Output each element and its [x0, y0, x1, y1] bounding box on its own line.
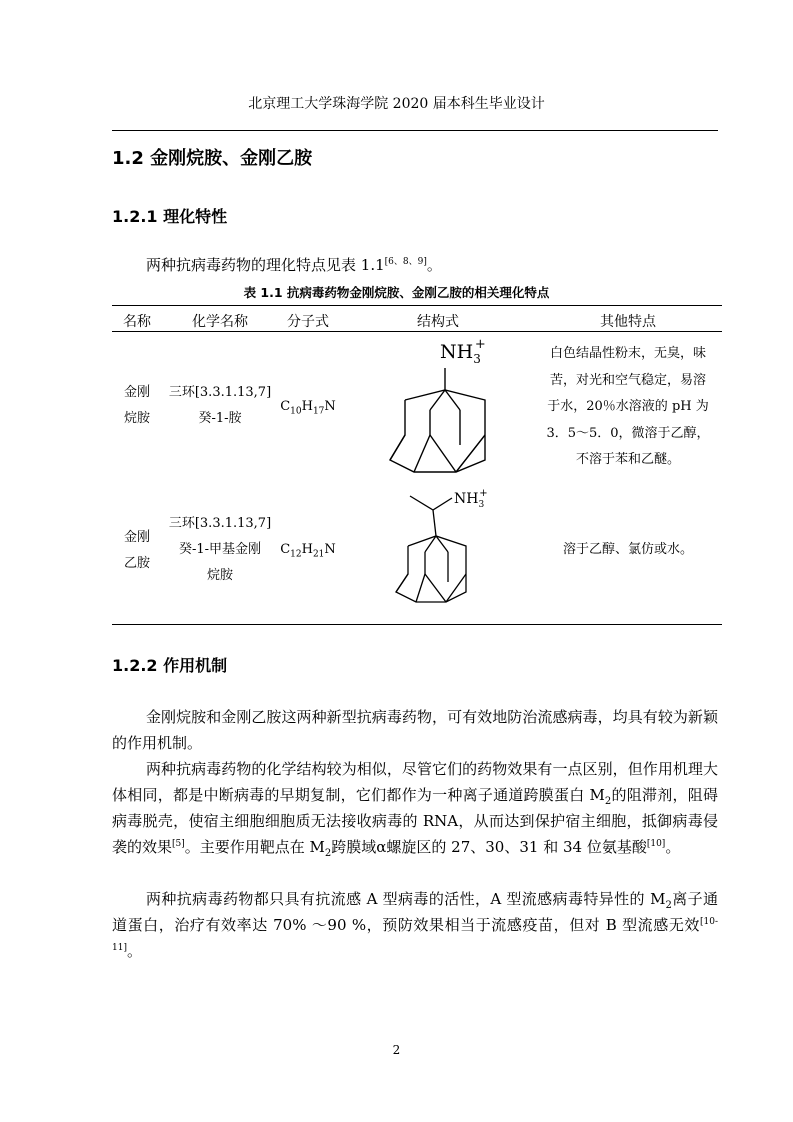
- paragraph-1: 金刚烷胺和金刚乙胺这两种新型抗病毒药物，可有效地防治流感病毒，均具有较为新颖的作用机制。: [112, 708, 718, 752]
- p3-text-c: 。: [126, 942, 142, 960]
- running-header: 北京理工大学珠海学院 2020 届本科生毕业设计: [248, 96, 545, 112]
- name-line: 乙胺: [123, 556, 150, 571]
- rimantadine-structure: [388, 484, 498, 608]
- table-top-rule: [112, 305, 722, 306]
- table-header-rule: [112, 331, 722, 332]
- chem-line: 烷胺: [206, 568, 233, 583]
- table-row-1-name: [108, 380, 166, 432]
- amantadine-structure: [378, 335, 498, 477]
- name-line: 烷胺: [123, 411, 150, 426]
- p3-subscript: 2: [665, 900, 672, 911]
- p3-text-b: 离子通道蛋白，治疗有效率达 70% ～90 %，预防效果相当于流感疫苗，但对 B 型流感无效: [112, 890, 718, 934]
- table-header-chemname: 化学名称: [192, 314, 248, 330]
- intro-citation: [6、8、9]: [384, 257, 427, 267]
- other-line: 不溶于苯和乙醚。: [575, 452, 680, 467]
- other-line: 苦，对光和空气稳定，易溶: [549, 372, 706, 388]
- formula-h-count: 21: [312, 549, 325, 560]
- page-number: 2: [392, 1043, 401, 1057]
- paragraph-3: [112, 886, 718, 964]
- p2-subscript: 2: [324, 848, 332, 859]
- table-row-2-name: [108, 525, 166, 577]
- table-row-1-other: [538, 341, 718, 474]
- formula-c: C: [280, 399, 291, 414]
- header-rule: [112, 130, 718, 131]
- p2-citation-1: [5]: [172, 839, 185, 849]
- table-row-2-formula: [276, 537, 340, 568]
- intro-paragraph: [146, 254, 442, 275]
- p2-text-a: 两种抗病毒药物的化学结构较为相似，尽管它们的药物效果有一点区别，但作用机理大体相同，都是中断病毒的早期复制，它们都作为一种离子通道跨膜蛋白 M: [112, 760, 718, 804]
- p3-citation: [10-11]: [112, 917, 718, 953]
- chem-line: 三环[3.3.1.13,7]: [168, 385, 272, 400]
- formula-h-count: 17: [312, 406, 325, 417]
- table-header-name: 名称: [123, 314, 151, 330]
- paragraph-2: [112, 756, 718, 860]
- table-caption: 表 1.1 抗病毒药物金刚烷胺、金刚乙胺的相关理化特点: [243, 285, 550, 300]
- intro-end: 。: [426, 256, 442, 274]
- section-1-2-title: 1.2 金刚烷胺、金刚乙胺: [112, 148, 313, 169]
- table-row-1-chemname: [162, 380, 278, 432]
- chem-line: 三环[3.3.1.13,7]: [168, 516, 272, 531]
- formula-c-count: 10: [290, 406, 302, 417]
- table-row-2-other: [538, 537, 718, 564]
- other-line: 白色结晶性粉末，无臭，味: [549, 346, 706, 361]
- p3-text-a: 两种抗病毒药物都只具有抗流感 A 型病毒的活性，A 型流感病毒特异性的 M: [146, 890, 666, 908]
- table-header-formula: 分子式: [287, 314, 329, 330]
- table-row-2-chemname: [162, 511, 278, 589]
- other-line: 于水，20％水溶液的 pH 为: [547, 399, 709, 414]
- other-line: 溶于乙醇、氯仿或水。: [562, 542, 693, 557]
- structure-label-nh3: $NH_3+$: [454, 488, 488, 510]
- name-line: 金刚: [123, 530, 150, 545]
- section-1-2-2-title: 1.2.2 作用机制: [112, 656, 228, 675]
- table-bottom-rule: [112, 624, 722, 625]
- formula-h: H: [301, 542, 313, 557]
- adamantane-cage: [390, 368, 485, 472]
- p2-subscript: 2: [604, 796, 612, 807]
- p2-text-d: 跨膜域α螺旋区的 27、30、31 和 34 位氨基酸: [331, 838, 647, 856]
- table-row-1-formula: [276, 394, 340, 425]
- chem-line: 癸-1-胺: [198, 411, 242, 426]
- p2-text-b: 的阻滞剂，阻碍病毒脱壳，使宿主细胞细胞质无法接收病毒的 RNA，从而达到保护宿主细胞，抵御病毒侵袭的效果: [112, 786, 718, 856]
- p2-text-e: 。: [665, 838, 681, 856]
- formula-n: N: [324, 399, 336, 414]
- section-1-2-1-title: 1.2.1 理化特性: [112, 207, 228, 226]
- name-line: 金刚: [123, 385, 150, 400]
- formula-c: C: [280, 542, 291, 557]
- intro-text: 两种抗病毒药物的理化特点见表 1.1: [146, 256, 385, 274]
- table-header-other: 其他特点: [600, 314, 656, 330]
- other-line: 3．5～5．0，微溶于乙醇，: [546, 425, 710, 441]
- p2-citation-2: [10]: [646, 839, 666, 849]
- chem-line: 癸-1-甲基金刚: [178, 542, 262, 557]
- formula-c-count: 12: [290, 549, 302, 560]
- p2-text-c: 。主要作用靶点在 M: [184, 838, 325, 856]
- structure-label-nh3: $NH_3+$: [440, 337, 486, 366]
- adamantane-ethylamine: [396, 496, 466, 602]
- table-header-structure: 结构式: [417, 314, 459, 330]
- formula-h: H: [301, 399, 313, 414]
- formula-n: N: [324, 542, 336, 557]
